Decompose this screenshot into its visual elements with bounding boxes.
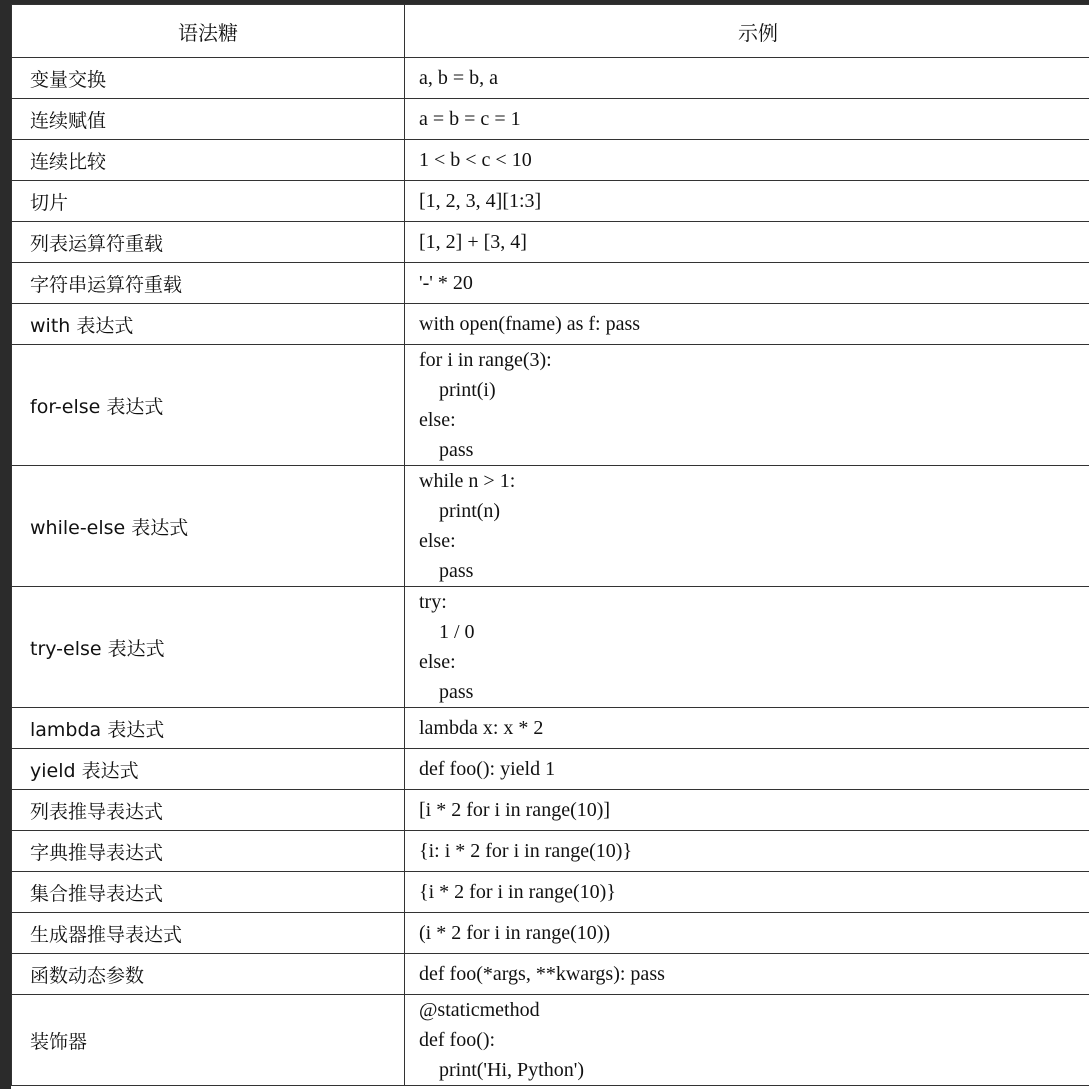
table-row: [12, 872, 1089, 913]
table-row: [12, 263, 1089, 304]
example-cell: for i in range(3): print(i) else: pass: [405, 345, 1089, 466]
example-cell: '-' * 20: [405, 263, 1089, 304]
example-cell: a = b = c = 1: [405, 99, 1089, 140]
syntax-name-cell: for-else 表达式: [12, 345, 405, 466]
syntax-name-cell: 列表推导表达式: [12, 790, 405, 831]
column-header-syntax: 语法糖: [12, 5, 405, 58]
table-row: [12, 181, 1089, 222]
syntax-name-cell: 切片: [12, 181, 405, 222]
column-header-example: 示例: [405, 5, 1089, 58]
table-row: [12, 58, 1089, 99]
example-cell: def foo(*args, **kwargs): pass: [405, 954, 1089, 995]
page-edge-left: [0, 0, 11, 1089]
table-header-row: [12, 5, 1089, 58]
syntax-name-cell: lambda 表达式: [12, 708, 405, 749]
example-cell: [1, 2] + [3, 4]: [405, 222, 1089, 263]
syntax-name-cell: 生成器推导表达式: [12, 913, 405, 954]
table-row: [12, 790, 1089, 831]
syntax-sugar-table: [11, 4, 1089, 1086]
syntax-name-cell: try-else 表达式: [12, 587, 405, 708]
table-row: [12, 466, 1089, 587]
syntax-name-cell: 集合推导表达式: [12, 872, 405, 913]
table-row: [12, 222, 1089, 263]
syntax-name-cell: yield 表达式: [12, 749, 405, 790]
table-row: [12, 995, 1089, 1086]
syntax-name-cell: 连续比较: [12, 140, 405, 181]
syntax-name-cell: 连续赋值: [12, 99, 405, 140]
table-row: [12, 954, 1089, 995]
example-cell: {i: i * 2 for i in range(10)}: [405, 831, 1089, 872]
syntax-name-cell: 变量交换: [12, 58, 405, 99]
example-cell: {i * 2 for i in range(10)}: [405, 872, 1089, 913]
table-row: [12, 140, 1089, 181]
example-cell: 1 < b < c < 10: [405, 140, 1089, 181]
example-cell: with open(fname) as f: pass: [405, 304, 1089, 345]
example-cell: a, b = b, a: [405, 58, 1089, 99]
example-cell: while n > 1: print(n) else: pass: [405, 466, 1089, 587]
table-row: [12, 913, 1089, 954]
example-cell: @staticmethod def foo(): print('Hi, Python'): [405, 995, 1089, 1086]
syntax-name-cell: 字典推导表达式: [12, 831, 405, 872]
table-row: [12, 345, 1089, 466]
table-row: [12, 99, 1089, 140]
example-cell: lambda x: x * 2: [405, 708, 1089, 749]
example-cell: def foo(): yield 1: [405, 749, 1089, 790]
table-row: [12, 587, 1089, 708]
syntax-name-cell: while-else 表达式: [12, 466, 405, 587]
example-cell: [1, 2, 3, 4][1:3]: [405, 181, 1089, 222]
syntax-name-cell: 列表运算符重载: [12, 222, 405, 263]
table-row: [12, 831, 1089, 872]
table-container: [11, 4, 1089, 1089]
table-row: [12, 749, 1089, 790]
syntax-name-cell: with 表达式: [12, 304, 405, 345]
table-row: [12, 304, 1089, 345]
example-cell: (i * 2 for i in range(10)): [405, 913, 1089, 954]
syntax-name-cell: 函数动态参数: [12, 954, 405, 995]
example-cell: [i * 2 for i in range(10)]: [405, 790, 1089, 831]
syntax-name-cell: 装饰器: [12, 995, 405, 1086]
table-row: [12, 708, 1089, 749]
syntax-name-cell: 字符串运算符重载: [12, 263, 405, 304]
example-cell: try: 1 / 0 else: pass: [405, 587, 1089, 708]
